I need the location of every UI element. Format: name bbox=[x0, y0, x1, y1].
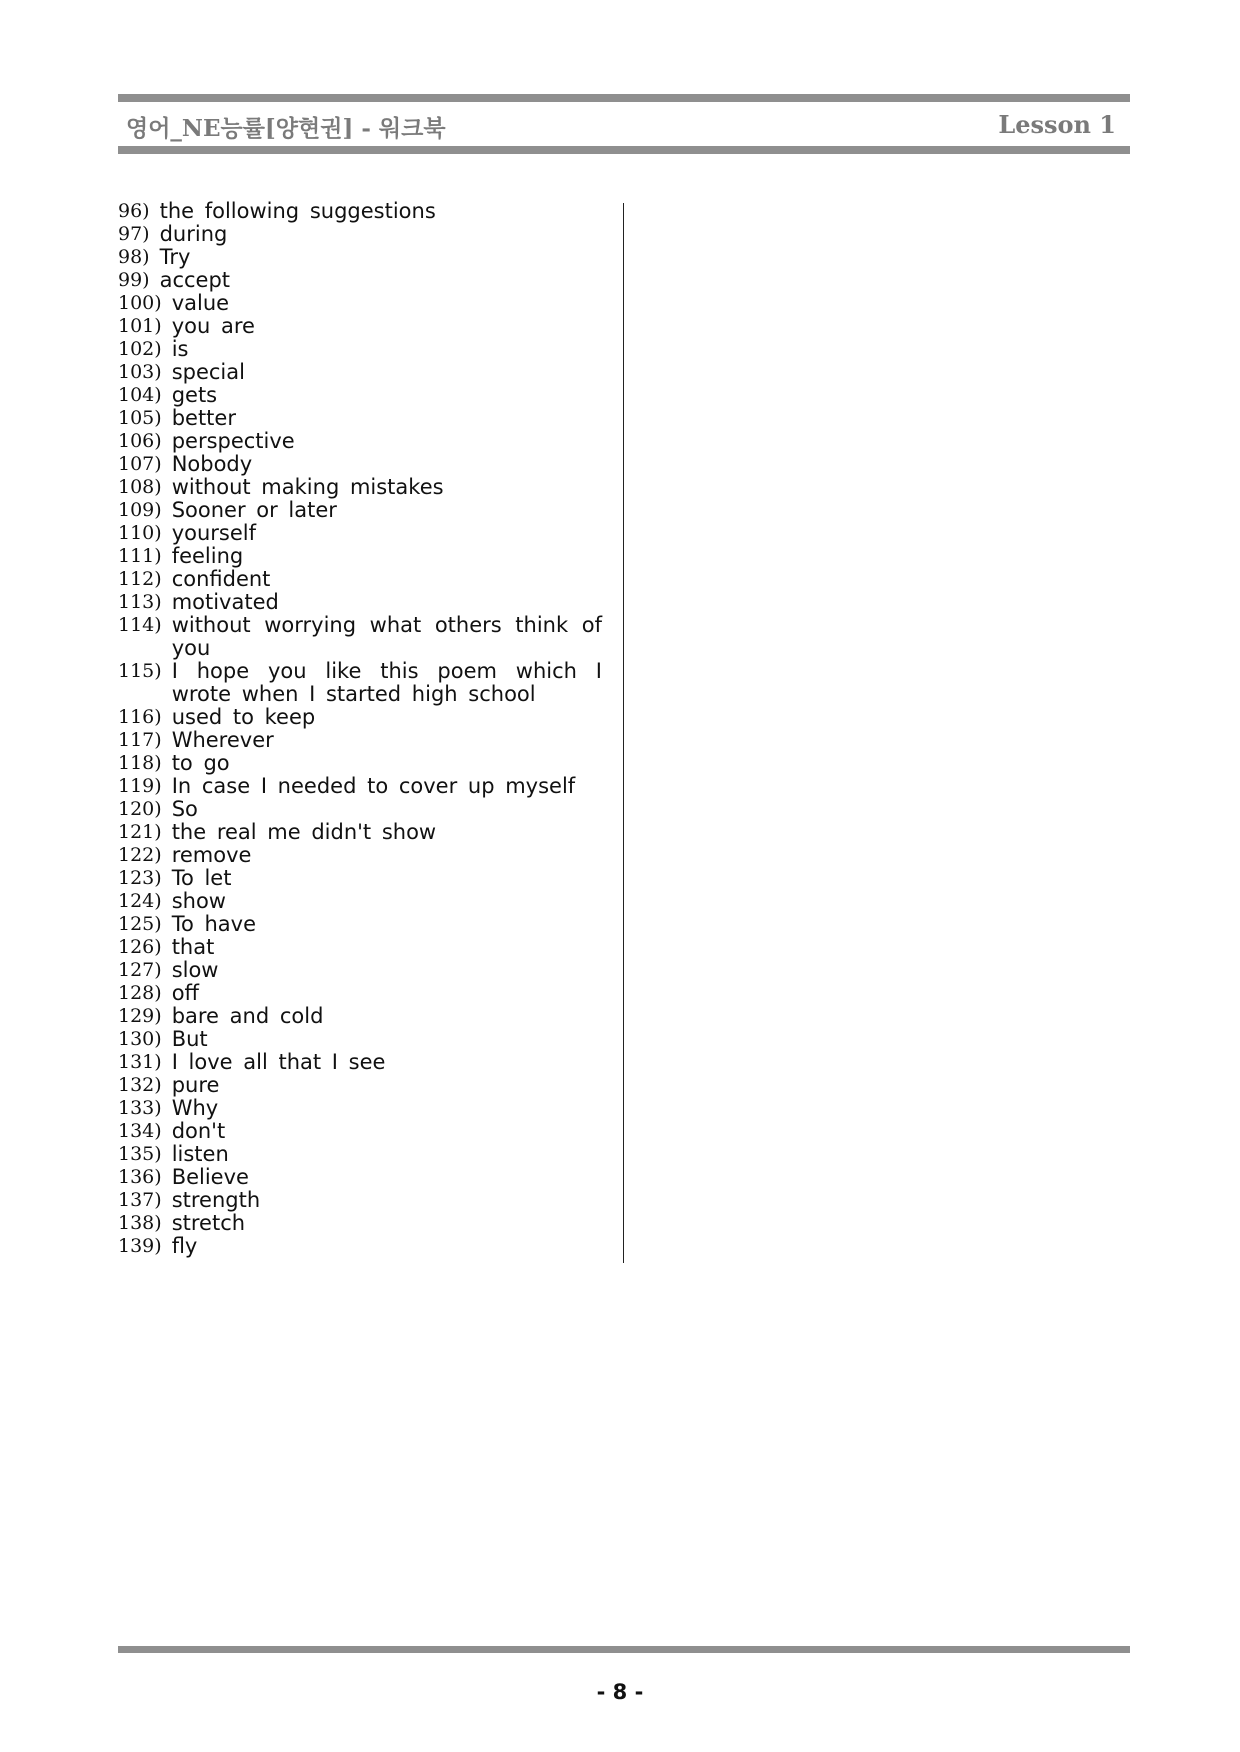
answer-text: that bbox=[171, 935, 215, 959]
answer-text: you are bbox=[171, 314, 255, 338]
answer-text: yourself bbox=[171, 521, 256, 545]
answer-item bbox=[118, 453, 602, 476]
answer-item bbox=[118, 200, 602, 223]
answer-text: Why bbox=[171, 1096, 219, 1120]
lesson-label: Lesson 1 bbox=[998, 110, 1116, 139]
answer-number: 123) bbox=[118, 867, 162, 889]
answer-text: In case I needed to cover up myself bbox=[171, 774, 576, 798]
answer-text: motivated bbox=[171, 590, 279, 614]
answer-text: off bbox=[171, 981, 200, 1005]
answer-item bbox=[118, 1097, 602, 1120]
answer-text: is bbox=[171, 337, 189, 361]
answer-number: 126) bbox=[118, 936, 162, 958]
answer-number: 119) bbox=[118, 775, 162, 797]
answer-number: 111) bbox=[118, 545, 162, 567]
answer-item bbox=[118, 752, 602, 775]
answer-item bbox=[118, 1005, 602, 1028]
column-divider bbox=[623, 203, 624, 1263]
answer-text: accept bbox=[159, 268, 231, 292]
answer-text: special bbox=[171, 360, 245, 384]
answer-item bbox=[118, 982, 602, 1005]
answer-list bbox=[118, 200, 602, 1258]
answer-item bbox=[118, 936, 602, 959]
answer-item bbox=[118, 1235, 602, 1258]
answer-item bbox=[118, 1051, 602, 1074]
answer-item bbox=[118, 522, 602, 545]
answer-text: confident bbox=[171, 567, 271, 591]
answer-item bbox=[118, 1143, 602, 1166]
answer-text: So bbox=[171, 797, 198, 821]
answer-number: 110) bbox=[118, 522, 162, 544]
answer-text: Believe bbox=[171, 1165, 249, 1189]
answer-number: 138) bbox=[118, 1212, 162, 1234]
answer-text: Wherever bbox=[171, 728, 274, 752]
answer-number: 128) bbox=[118, 982, 162, 1004]
page-number: - 8 - bbox=[596, 1680, 644, 1704]
answer-number: 122) bbox=[118, 844, 162, 866]
answer-number: 108) bbox=[118, 476, 162, 498]
answer-item bbox=[118, 959, 602, 982]
answer-text: bare and cold bbox=[171, 1004, 324, 1028]
answer-item bbox=[118, 315, 602, 338]
answer-text: during bbox=[159, 222, 228, 246]
answer-number: 133) bbox=[118, 1097, 162, 1119]
answer-text: Sooner or later bbox=[171, 498, 337, 522]
answer-item bbox=[118, 384, 602, 407]
answer-text: to go bbox=[171, 751, 230, 775]
answer-text: used to keep bbox=[171, 705, 316, 729]
answer-number: 104) bbox=[118, 384, 162, 406]
answer-text: slow bbox=[171, 958, 219, 982]
answer-number: 118) bbox=[118, 752, 162, 774]
answer-text: the real me didn't show bbox=[171, 820, 437, 844]
answer-item bbox=[118, 568, 602, 591]
answer-item bbox=[118, 867, 602, 890]
answer-item bbox=[118, 614, 602, 660]
answer-text: fly bbox=[171, 1234, 198, 1258]
answer-text: value bbox=[171, 291, 230, 315]
answer-number: 97) bbox=[118, 223, 150, 245]
footer-rule bbox=[118, 1646, 1130, 1653]
answer-number: 117) bbox=[118, 729, 162, 751]
answer-item bbox=[118, 844, 602, 867]
answer-text: To let bbox=[171, 866, 232, 890]
answer-item bbox=[118, 913, 602, 936]
answer-item bbox=[118, 729, 602, 752]
answer-number: 132) bbox=[118, 1074, 162, 1096]
answer-number: 137) bbox=[118, 1189, 162, 1211]
answer-number: 121) bbox=[118, 821, 162, 843]
answer-item bbox=[118, 292, 602, 315]
answer-number: 136) bbox=[118, 1166, 162, 1188]
answer-number: 96) bbox=[118, 200, 150, 222]
answer-number: 124) bbox=[118, 890, 162, 912]
workbook-title: 영어_NE능률[양현권] - 워크북 bbox=[126, 115, 446, 142]
answer-text: stretch bbox=[171, 1211, 246, 1235]
answer-number: 103) bbox=[118, 361, 162, 383]
answer-text: show bbox=[171, 889, 226, 913]
answer-number: 127) bbox=[118, 959, 162, 981]
answer-number: 105) bbox=[118, 407, 162, 429]
answer-number: 130) bbox=[118, 1028, 162, 1050]
answer-item bbox=[118, 545, 602, 568]
answer-text: better bbox=[171, 406, 236, 430]
answer-text: feeling bbox=[171, 544, 244, 568]
answer-item bbox=[118, 246, 602, 269]
answer-number: 107) bbox=[118, 453, 162, 475]
answer-item bbox=[118, 1212, 602, 1235]
answer-text: strength bbox=[171, 1188, 261, 1212]
answer-item bbox=[118, 1028, 602, 1051]
answer-number: 135) bbox=[118, 1143, 162, 1165]
answer-number: 106) bbox=[118, 430, 162, 452]
answer-number: 139) bbox=[118, 1235, 162, 1257]
answer-text: don't bbox=[171, 1119, 226, 1143]
answer-item bbox=[118, 476, 602, 499]
answer-number: 113) bbox=[118, 591, 162, 613]
answer-item bbox=[118, 591, 602, 614]
answer-item bbox=[118, 407, 602, 430]
answer-text: Try bbox=[159, 245, 191, 269]
answer-text: without making mistakes bbox=[171, 475, 444, 499]
answer-item bbox=[118, 1120, 602, 1143]
answer-number: 98) bbox=[118, 246, 150, 268]
answer-item bbox=[118, 499, 602, 522]
answer-item bbox=[118, 1074, 602, 1097]
answer-item bbox=[118, 361, 602, 384]
answer-number: 134) bbox=[118, 1120, 162, 1142]
answer-item bbox=[118, 660, 602, 706]
answer-text: To have bbox=[171, 912, 256, 936]
answer-text: I hope you like this poem which I wrote when I started high school bbox=[171, 659, 602, 706]
answer-number: 116) bbox=[118, 706, 162, 728]
answer-item bbox=[118, 269, 602, 292]
answer-item bbox=[118, 775, 602, 798]
answer-text: gets bbox=[171, 383, 218, 407]
answer-text: perspective bbox=[171, 429, 295, 453]
answer-item bbox=[118, 338, 602, 361]
answer-number: 109) bbox=[118, 499, 162, 521]
answer-item bbox=[118, 706, 602, 729]
answer-text: remove bbox=[171, 843, 252, 867]
answer-item bbox=[118, 1166, 602, 1189]
answer-number: 115) bbox=[118, 660, 162, 682]
answer-item bbox=[118, 223, 602, 246]
answer-text: listen bbox=[171, 1142, 229, 1166]
answer-number: 102) bbox=[118, 338, 162, 360]
answer-text: I love all that I see bbox=[171, 1050, 386, 1074]
answer-number: 125) bbox=[118, 913, 162, 935]
answer-number: 99) bbox=[118, 269, 150, 291]
answer-item bbox=[118, 430, 602, 453]
answer-number: 129) bbox=[118, 1005, 162, 1027]
page-header bbox=[118, 94, 1130, 154]
answer-text: But bbox=[171, 1027, 208, 1051]
answer-item bbox=[118, 1189, 602, 1212]
answer-number: 120) bbox=[118, 798, 162, 820]
answer-number: 131) bbox=[118, 1051, 162, 1073]
answer-item bbox=[118, 798, 602, 821]
answer-item bbox=[118, 890, 602, 913]
answer-text: without worrying what others think of you bbox=[171, 613, 602, 660]
answer-number: 114) bbox=[118, 614, 162, 636]
answer-text: Nobody bbox=[171, 452, 253, 476]
answer-text: the following suggestions bbox=[159, 199, 436, 223]
answer-number: 100) bbox=[118, 292, 162, 314]
answer-number: 112) bbox=[118, 568, 162, 590]
answer-number: 101) bbox=[118, 315, 162, 337]
answer-item bbox=[118, 821, 602, 844]
answer-text: pure bbox=[171, 1073, 220, 1097]
